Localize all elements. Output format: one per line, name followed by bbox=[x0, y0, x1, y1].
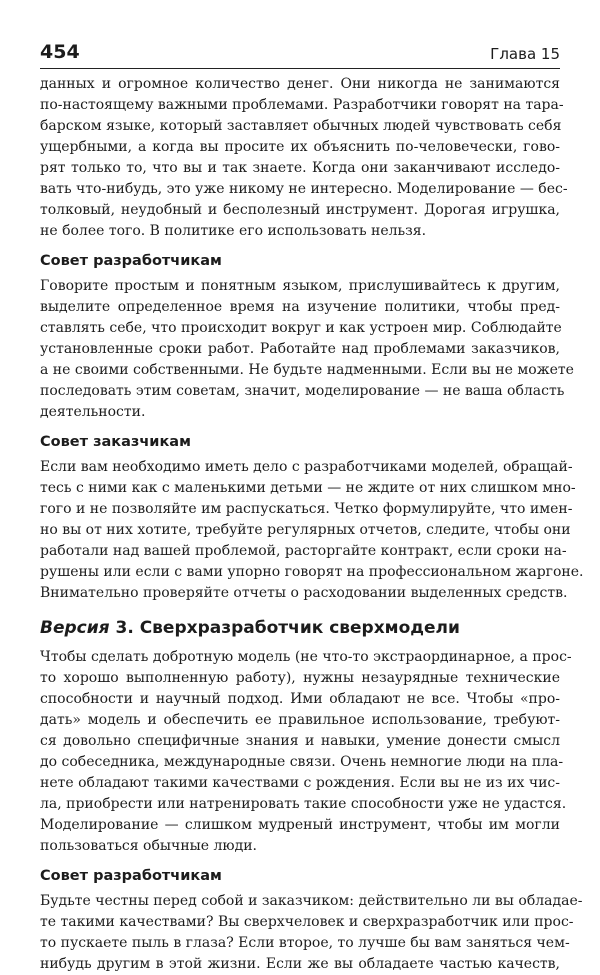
text-line: рушены или если с вами упорно говорят на профессиональном жаргоне. bbox=[40, 564, 584, 580]
text-line: те такими качествами? Вы сверхчеловек и сверхразработчик или прос- bbox=[40, 914, 574, 930]
chapter-label: Глава 15 bbox=[490, 45, 560, 63]
text-line: ла, приобрести или натренировать такие способности уже не удастся. bbox=[40, 796, 567, 812]
text-line: данных и огромное количество денег. Они никогда не занимаются bbox=[40, 76, 560, 92]
page-body bbox=[40, 74, 584, 975]
text-line: последовать этим советам, значит, моделирование — не ваша область bbox=[40, 383, 565, 399]
text-line: пользоваться обычные люди. bbox=[40, 838, 258, 854]
text-line: Если вам необходимо иметь дело с разработчиками моделей, обращай- bbox=[40, 459, 573, 475]
text-line: работали над вашей проблемой, расторгайте контракт, если сроки на- bbox=[40, 543, 567, 559]
page-number: 454 bbox=[40, 41, 80, 63]
text-line: установленные сроки работ. Работайте над проблемами заказчиков, bbox=[40, 341, 560, 357]
text-line: рят только то, что вы и так знаете. Когда они заканчивают исследо- bbox=[40, 160, 560, 176]
text-line: до собеседника, международные связи. Очень немногие люди на пла- bbox=[40, 754, 564, 770]
page-header bbox=[40, 38, 560, 69]
text-line: гого и не позволяйте им распускаться. Четко формулируйте, что имен- bbox=[40, 501, 573, 517]
heading-developer-advice: Совет разработчикам bbox=[40, 253, 222, 269]
text-line: Внимательно проверяйте отчеты о расходовании выделенных средств. bbox=[40, 585, 568, 601]
text-line: по-настоящему важными проблемами. Разработчики говорят на тара- bbox=[40, 97, 564, 113]
text-line: не более того. В политике его использовать нельзя. bbox=[40, 223, 427, 239]
section-heading bbox=[40, 616, 560, 640]
text-line: деятельности. bbox=[40, 404, 146, 420]
text-line: а не своими собственными. Не будьте надменными. Если вы не можете bbox=[40, 362, 574, 378]
text-line: ся довольно специфичные знания и навыки, умение донести смысл bbox=[40, 733, 560, 749]
paragraph bbox=[40, 276, 574, 423]
text-line: то пускаете пыль в глаза? Если второе, то лучше бы вам заняться чем- bbox=[40, 935, 570, 951]
heading-customer-advice: Совет заказчикам bbox=[40, 434, 191, 450]
text-line: дать» модель и обеспечить ее правильное использование, требуют- bbox=[40, 712, 560, 728]
text-line: Моделирование — слишком мудреный инструмент, чтобы им могли bbox=[40, 817, 560, 833]
text-line: толковый, неудобный и бесполезный инструмент. Дорогая игрушка, bbox=[40, 202, 560, 218]
text-line: выделите определенное время на изучение политики, чтобы пред- bbox=[40, 299, 560, 315]
text-line: ставлять себе, что происходит вокруг и как устроен мир. Соблюдайте bbox=[40, 320, 562, 336]
paragraph bbox=[40, 74, 568, 242]
text-line: барском языке, который заставляет обычных людей чувствовать себя bbox=[40, 118, 562, 134]
text-line: Говорите простым и понятным языком, прислушивайтесь к другим, bbox=[40, 278, 560, 294]
text-line: Чтобы сделать добротную модель (не что-то экстраординарное, а прос- bbox=[40, 649, 572, 665]
text-line: Будьте честны перед собой и заказчиком: действительно ли вы обладае- bbox=[40, 893, 583, 909]
text-line: но вы от них хотите, требуйте регулярных отчетов, следите, чтобы они bbox=[40, 522, 571, 538]
text-line: нете обладают такими качествами с рождения. Если вы не из их чис- bbox=[40, 775, 560, 791]
text-line: тесь с ними как с маленькими детьми — не ждите от них слишком мно- bbox=[40, 480, 576, 496]
text-line: то хорошо выполненную работу), нужны незаурядные технические bbox=[40, 670, 560, 686]
paragraph bbox=[40, 457, 584, 604]
section-heading-title: 3. Сверхразработчик сверхмодели bbox=[115, 618, 460, 638]
text-line: ущербными, а когда вы просите их объяснить по-человечески, гово- bbox=[40, 139, 560, 155]
text-line: нибудь другим в этой жизни. Если же вы обладаете частью качеств, bbox=[40, 956, 560, 972]
section-heading-word: Версия bbox=[40, 618, 110, 638]
heading-developer-advice: Совет разработчикам bbox=[40, 868, 222, 884]
paragraph bbox=[40, 647, 572, 857]
text-line: вать что-нибудь, это уже никому не интересно. Моделирование — бес- bbox=[40, 181, 568, 197]
text-line: способности и научный подход. Ими обладают не все. Чтобы «про- bbox=[40, 691, 560, 707]
paragraph bbox=[40, 891, 583, 975]
